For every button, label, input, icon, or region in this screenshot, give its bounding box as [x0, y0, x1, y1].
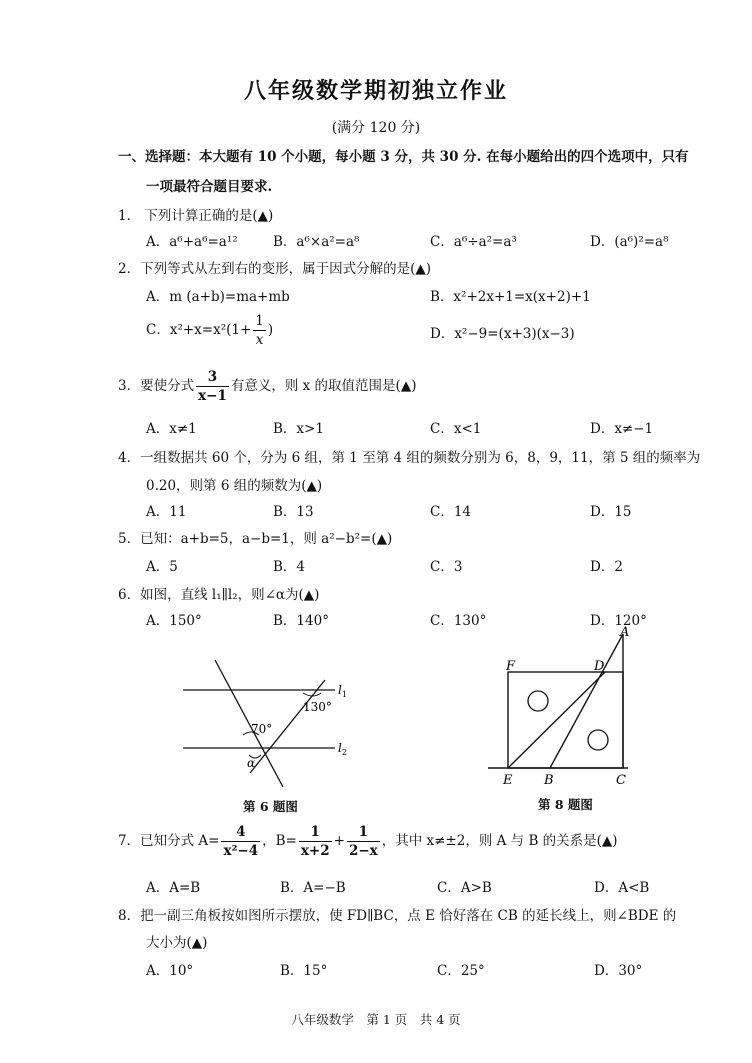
q1-option-c: C．a⁶÷a²=a³ [430, 234, 517, 250]
q6-option-a: A．150° [146, 613, 202, 629]
figure-8-caption: 第 8 题图 [538, 797, 593, 812]
segment-ed [508, 672, 605, 768]
label-e: E [503, 773, 513, 788]
q3-option-d: D．x≠−1 [590, 421, 654, 437]
q8-stem: 8．把一副三角板按如图所示摆放，使 FD∥BC，点 E 恰好落在 CB 的延长线上，则∠BDE 的 [118, 908, 677, 924]
q2-option-d: D．x²−9=(x+3)(x−3) [430, 326, 575, 342]
label-70: 70° [251, 722, 273, 736]
figure-6-caption: 第 6 题图 [243, 799, 298, 814]
q7-b2-fraction: $\frac{1}{2-x}$ [348, 824, 378, 859]
label-c: C [616, 773, 626, 788]
figure-6 [175, 655, 365, 795]
q2-option-c: C．x²+x=x²(1+ $\frac{1}{x}$ ) [146, 313, 274, 348]
q2-option-b: B．x²+2x+1=x(x+2)+1 [430, 289, 591, 305]
q3-option-b: B．x>1 [273, 421, 324, 437]
q6-option-d: D．120° [590, 613, 647, 629]
segment-ab [550, 634, 623, 768]
section-heading-cont: 一项最符合题目要求. [146, 179, 273, 195]
q2-c-fraction: $\frac{1}{x}$ [255, 313, 264, 348]
q6-stem: 6．如图，直线 l₁∥l₂，则∠α为(▲) [118, 587, 320, 603]
q5-option-c: C．3 [430, 559, 463, 575]
q3-option-c: C．x<1 [430, 421, 482, 437]
q5-option-a: A．5 [146, 559, 178, 575]
q4-option-c: C．14 [430, 504, 472, 520]
score-note: (满分 120 分) [331, 120, 421, 136]
label-alpha: α [247, 756, 256, 770]
q1-option-d: D．(a⁶)²=a⁸ [590, 234, 669, 250]
hole-left [528, 691, 548, 711]
q3-option-a: A．x≠1 [146, 421, 197, 437]
q4-stem: 4．一组数据共 60 个，分为 6 组，第 1 至第 4 组的频数分别为 6，8，9，11，第 5 组的频率为 [118, 450, 701, 466]
label-l1: $l_1$ [338, 683, 347, 699]
q5-option-b: B．4 [273, 559, 306, 575]
q3-fraction: $\frac{3}{x-1}$ [198, 369, 227, 404]
label-130: 130° [303, 700, 332, 714]
q5-stem: 5．已知：a+b=5，a−b=1，则 a²−b²=(▲) [118, 531, 393, 547]
figure-8 [488, 622, 648, 797]
hole-right [588, 730, 608, 750]
q7-stem: 7．已知分式 A= $\frac{4}{\text{x²−4}}$ ，B= $\frac{1}{x+2}$ + $\frac{1}{2-x}$ ，其中 x≠±2，则 A 与 B 的关系是(▲) [118, 824, 618, 859]
q7-option-d: D．A<B [594, 880, 650, 896]
square-fedc [508, 672, 623, 768]
q8-option-c: C．25° [437, 963, 485, 979]
q3-stem: 3．要使分式 $\frac{3}{x-1}$ 有意义，则 x 的取值范围是(▲) [118, 369, 417, 404]
label-l2: $l_2$ [338, 741, 347, 757]
q7-b1-fraction: $\frac{1}{x+2}$ [300, 824, 330, 859]
q8-stem-cont: 大小为(▲) [146, 935, 208, 951]
angle-130-arc [303, 693, 321, 696]
q7-a-fraction: $\frac{4}{\text{x²−4}}$ [223, 824, 259, 859]
section-heading: 一、选择题：本大题有 10 个小题，每小题 3 分，共 30 分. 在每小题给出的四个选项中，只有 [118, 149, 689, 165]
q4-stem-cont: 0.20，则第 6 组的频数为(▲) [146, 478, 323, 494]
page-title: 八年级数学期初独立作业 [243, 78, 508, 104]
q2-stem: 2．下列等式从左到右的变形，属于因式分解的是(▲) [118, 261, 432, 277]
q4-option-b: B．13 [273, 504, 314, 520]
q2-option-a: A．m (a+b)=ma+mb [146, 289, 290, 305]
page-footer: 八年级数学 第 1 页 共 4 页 [291, 1012, 461, 1027]
label-d: D [594, 659, 605, 674]
label-a: A [620, 625, 630, 640]
q1-option-b: B．a⁶×a²=a⁸ [273, 234, 360, 250]
q1-stem: 1． 下列计算正确的是(▲) [118, 208, 274, 224]
label-b: B [544, 773, 554, 788]
q5-option-d: D．2 [590, 559, 623, 575]
label-f: F [506, 659, 516, 674]
q8-option-d: D．30° [594, 963, 643, 979]
q6-option-b: B．140° [273, 613, 329, 629]
q4-option-d: D．15 [590, 504, 632, 520]
q8-option-a: A．10° [146, 963, 194, 979]
q7-option-b: B．A=−B [280, 880, 346, 896]
q4-option-a: A．11 [146, 504, 187, 520]
q1-option-a: A．a⁶+a⁶=a¹² [146, 234, 238, 250]
q7-option-c: C．A>B [437, 880, 492, 896]
q7-option-a: A．A=B [146, 880, 201, 896]
q6-option-c: C．130° [430, 613, 487, 629]
q8-option-b: B．15° [280, 963, 328, 979]
